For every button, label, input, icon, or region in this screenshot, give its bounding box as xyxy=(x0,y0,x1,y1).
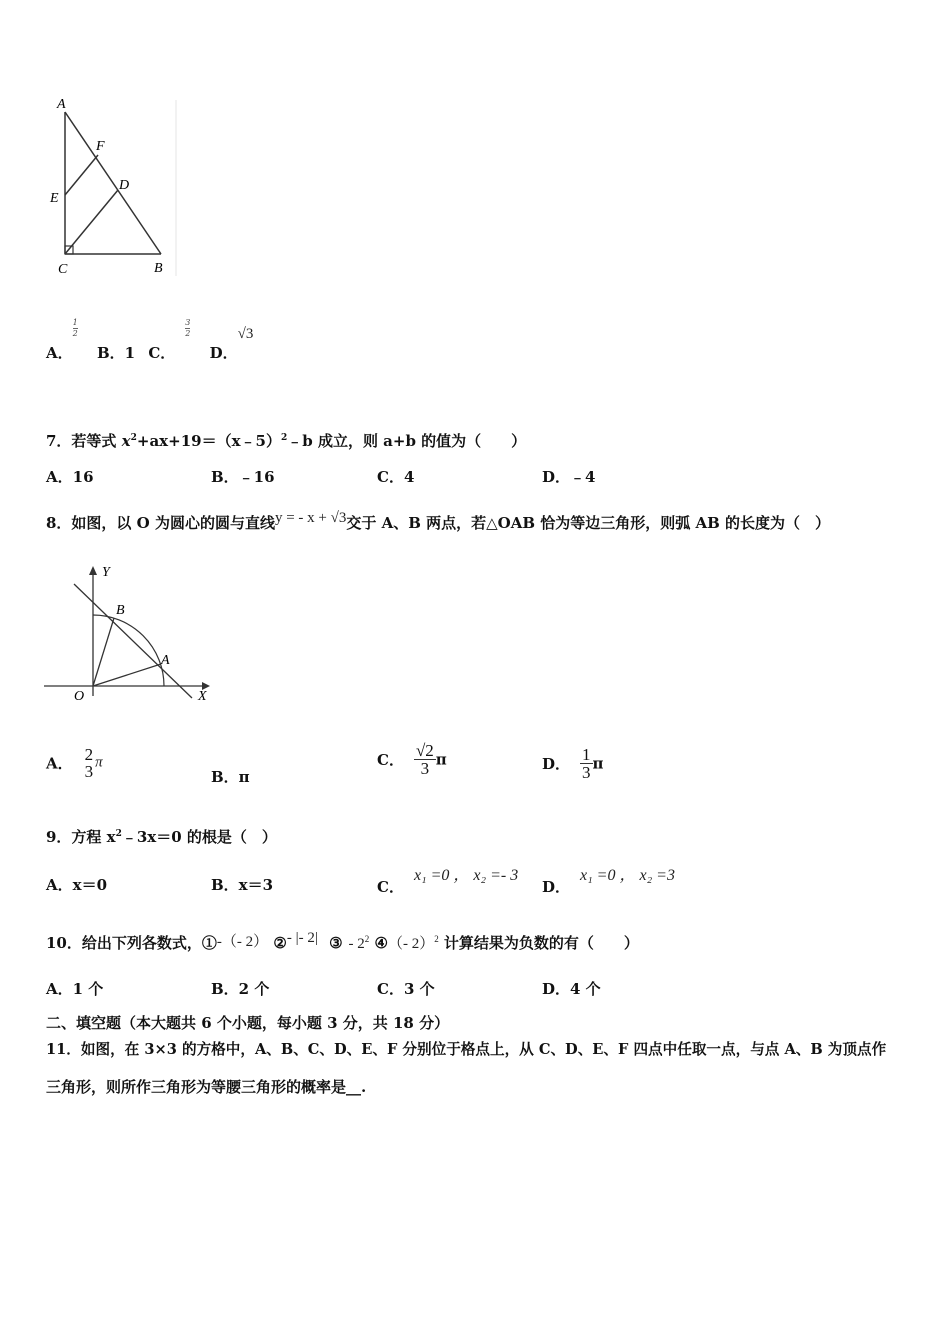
q8-c-fraction xyxy=(414,742,436,777)
q7-eq-sup: 2 xyxy=(130,433,137,443)
q6-option-d-label: D． xyxy=(209,344,238,362)
q7-eq-rhs: ﹣b xyxy=(287,432,313,450)
q7-option-a: A．16 xyxy=(46,468,94,486)
q8-suffix: 交于 A、B 两点，若△OAB 恰为等边三角形，则弧 AB 的长度为（ ） xyxy=(346,514,831,532)
q7-eq-sup2: 2 xyxy=(280,433,288,443)
label-A: A xyxy=(57,97,66,112)
segment-AB xyxy=(65,112,161,254)
q10-circle-3: ③ xyxy=(329,934,343,952)
question-8 xyxy=(46,510,830,533)
q10-prefix: 10．给出下列各数式，① xyxy=(46,934,217,952)
q6-option-c-label: C． xyxy=(148,344,176,362)
q10-circle-2: ② xyxy=(273,934,287,952)
q8-d-num: 1 xyxy=(582,745,591,764)
q9-suffix: ﹣3x＝0 的根是（ ） xyxy=(121,828,277,846)
label-B2: B xyxy=(116,603,125,618)
label-B: B xyxy=(154,261,163,276)
section-2-heading: 二、填空题（本大题共 6 个小题，每小题 3 分，共 18 分） xyxy=(46,1014,450,1032)
q9-option-c xyxy=(377,862,518,897)
q6-a-num: 1 xyxy=(72,318,78,327)
segment-OA xyxy=(93,664,161,686)
q6-c-den: 2 xyxy=(185,329,191,338)
q7-option-c: C．4 xyxy=(377,468,415,486)
label-O: O xyxy=(74,689,85,704)
q7-option-b: B．﹣16 xyxy=(211,468,275,486)
q6-a-den: 2 xyxy=(72,329,78,338)
q9-prefix: 9．方程 x xyxy=(46,828,116,846)
label-A2: A xyxy=(161,653,170,668)
q9-option-d xyxy=(542,862,675,897)
q8-c-label: C． xyxy=(377,751,404,769)
question-7 xyxy=(46,430,526,451)
q8-option-b: B．π xyxy=(211,768,250,786)
label-Y: Y xyxy=(102,565,110,580)
q8-a-fraction xyxy=(83,746,96,780)
q10-option-d: D．4 个 xyxy=(542,980,601,998)
q7-eq-mid: +ax+19＝（x﹣5） xyxy=(136,432,281,450)
question-10 xyxy=(46,930,639,953)
label-X: X xyxy=(198,689,207,704)
q8-line-equation: y = - x + √3 xyxy=(274,510,347,526)
q6-options xyxy=(46,318,253,363)
q8-a-pi: π xyxy=(95,754,103,771)
q10-expr-2: - |- 2| xyxy=(286,930,318,946)
question-11-line-2: 三角形，则所作三角形为等腰三角形的概率是__. xyxy=(46,1078,367,1096)
q10-circle-4: ④ xyxy=(374,934,388,952)
q9-option-a: A．x＝0 xyxy=(46,876,108,894)
q10-expr-4-sup: 2 xyxy=(434,934,439,944)
q9-sup: 2 xyxy=(115,829,122,839)
y-axis-arrow xyxy=(89,566,97,575)
q8-c-den: 3 xyxy=(420,759,430,778)
q8-option-c xyxy=(377,742,447,777)
q8-a-num: 2 xyxy=(84,745,94,764)
q9-c-math: x₁ =0 ， x₂ =- 3 xyxy=(413,867,519,884)
q8-c-pi: π xyxy=(435,750,447,769)
label-C: C xyxy=(58,262,68,277)
q10-option-b: B．2 个 xyxy=(211,980,270,998)
q7-suffix: 成立，则 a+b 的值为（ ） xyxy=(312,432,527,450)
q8-d-den: 3 xyxy=(582,763,591,782)
label-F: F xyxy=(96,139,105,154)
q7-eq-lhs: x xyxy=(121,432,131,450)
question-9 xyxy=(46,826,277,847)
q10-option-a: A．1 个 xyxy=(46,980,104,998)
q9-d-label: D． xyxy=(542,878,571,896)
q8-a-den: 3 xyxy=(84,762,94,781)
q6-option-a-label: A． xyxy=(46,344,73,362)
segment-OB xyxy=(93,618,114,686)
label-E: E xyxy=(50,191,59,206)
q8-d-label: D． xyxy=(542,755,571,773)
q10-expr-3-sup: 2 xyxy=(364,934,370,944)
q8-d-fraction xyxy=(580,746,593,781)
q7-option-d: D．﹣4 xyxy=(542,468,596,486)
q6-option-d-math: √3 xyxy=(237,326,254,342)
q10-suffix: 计算结果为负数的有（ ） xyxy=(438,934,639,952)
triangle-figure xyxy=(44,96,180,282)
q10-expr-4: （- 2） xyxy=(387,936,435,952)
q8-a-label: A． xyxy=(46,754,73,773)
q6-c-num: 3 xyxy=(185,318,191,327)
q10-expr-3: - 2 xyxy=(348,936,365,952)
label-D: D xyxy=(119,178,130,193)
q8-option-d xyxy=(542,746,604,781)
q8-option-a xyxy=(46,746,103,780)
segment-CD xyxy=(65,190,118,254)
q6-option-b: B．1 xyxy=(96,344,136,362)
line-y-eq xyxy=(74,584,192,698)
question-11-line-1: 11．如图，在 3×3 的方格中，A、B、C、D、E、F 分别位于格点上，从 C、D、E、F 四点中任取一点，与点 A、B 为顶点作 xyxy=(46,1041,887,1058)
q9-d-math: x₁ =0 ， x₂ =3 xyxy=(580,867,675,884)
q6-option-c-fraction xyxy=(185,318,190,339)
q9-c-label: C． xyxy=(377,878,404,896)
q7-prefix: 7．若等式 xyxy=(46,432,122,450)
q8-prefix: 8．如图，以 O 为圆心的圆与直线 xyxy=(46,514,275,532)
q10-option-c: C．3 个 xyxy=(377,980,435,998)
segment-EF xyxy=(65,155,98,195)
q6-option-a-fraction xyxy=(73,318,78,339)
circle-line-figure xyxy=(40,558,220,708)
q9-option-b: B．x＝3 xyxy=(211,876,274,894)
q10-expr-1: -（- 2） xyxy=(216,934,269,950)
q8-c-num: √2 xyxy=(415,741,434,760)
q8-d-pi: π xyxy=(592,754,604,773)
